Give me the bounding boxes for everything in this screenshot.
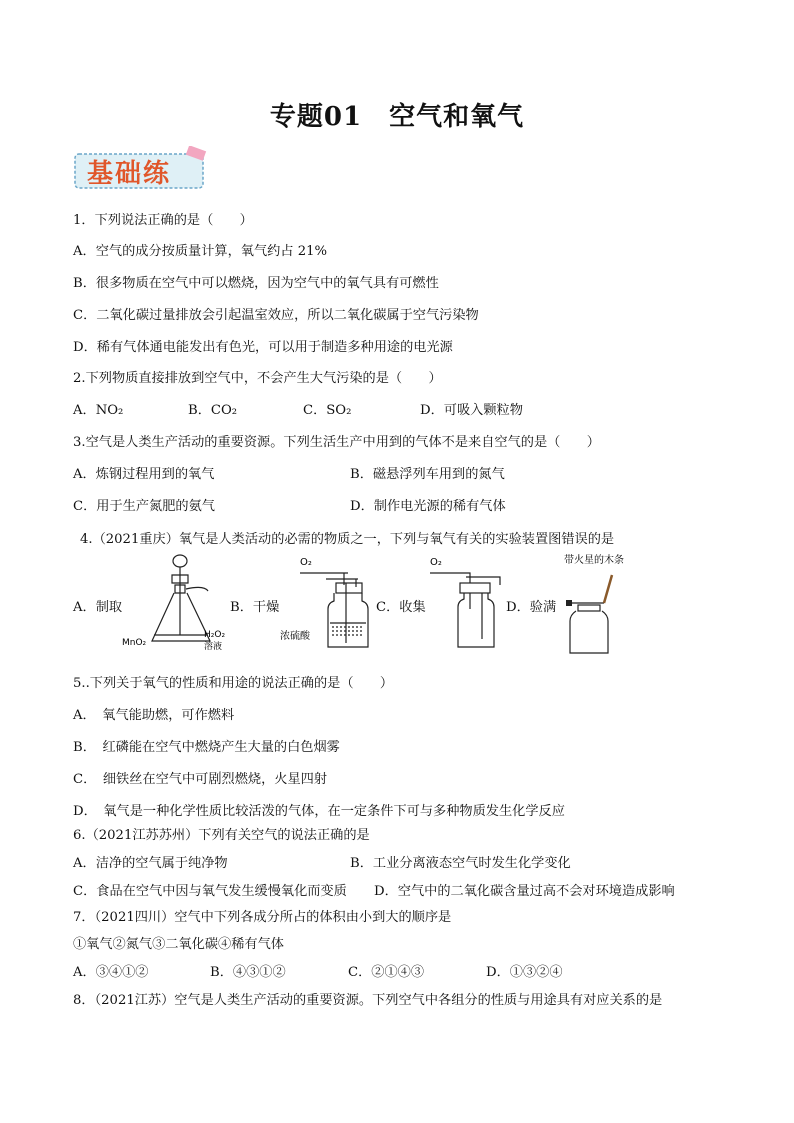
q4-option-c: C．收集	[376, 600, 426, 615]
q5-option-b: B． 红磷能在空气中燃烧产生大量的白色烟雾	[73, 740, 340, 755]
fig-a-mno2-label: MnO₂	[122, 638, 147, 648]
q4-figure-b-wash-bottle	[278, 553, 378, 655]
q6-stem: 6.（2021江苏苏州）下列有关空气的说法正确的是	[73, 828, 370, 843]
q7-items: ①氧气②氮气③二氧化碳④稀有气体	[73, 937, 284, 952]
q1-stem: 1．下列说法正确的是（ ）	[73, 213, 253, 228]
q7-option-b: B．④③①②	[210, 965, 286, 980]
q1-option-b: B．很多物质在空气中可以燃烧，因为空气中的氧气具有可燃性	[73, 276, 439, 291]
q4-figure-a-flask	[120, 553, 232, 655]
page-title: 专题01 空气和氧气	[269, 102, 525, 132]
fig-a-h2o2-label: H₂O₂	[204, 630, 226, 640]
q6-option-d: D．空气中的二氧化碳含量过高不会对环境造成影响	[374, 884, 675, 899]
q5-option-a: A． 氧气能助燃，可作燃料	[73, 708, 235, 723]
q3-option-c: C．用于生产氮肥的氨气	[73, 499, 215, 514]
q4-stem: 4.（2021重庆）氧气是人类活动的必需的物质之一，下列与氧气有关的实验装置图错误的是	[80, 532, 615, 547]
q7-option-d: D．①③②④	[486, 965, 563, 980]
q6-option-c: C．食品在空气中因与氧气发生缓慢氧化而变质	[73, 884, 347, 899]
q3-option-d: D．制作电光源的稀有气体	[350, 499, 506, 514]
section-badge	[73, 146, 213, 192]
q3-option-a: A．炼钢过程用到的氧气	[73, 467, 215, 482]
splint-tip-icon	[566, 600, 572, 606]
q4-figure-d-splint-test	[560, 553, 660, 657]
q1-option-c: C．二氧化碳过量排放会引起温室效应，所以二氧化碳属于空气污染物	[73, 308, 479, 323]
q6-option-b: B．工业分离液态空气时发生化学变化	[350, 856, 571, 871]
q3-stem: 3.空气是人类生产活动的重要资源。下列生活生产中用到的气体不是来自空气的是（ ）	[73, 435, 600, 450]
q2-option-a: A．NO₂	[73, 403, 124, 418]
q7-option-c: C．②①④③	[348, 965, 425, 980]
q2-stem: 2.下列物质直接排放到空气中，不会产生大气污染的是（ ）	[73, 371, 442, 386]
fig-c-o2-label: O₂	[430, 557, 442, 568]
q1-option-a: A．空气的成分按质量计算，氧气约占 21%	[73, 244, 328, 259]
fig-d-splint-label: 带火星的木条	[564, 555, 624, 566]
q4-option-d: D．验满	[506, 600, 557, 615]
q7-stem: 7．（2021四川）空气中下列各成分所占的体积由小到大的顺序是	[73, 910, 452, 925]
q2-option-c: C．SO₂	[303, 403, 352, 418]
q2-option-b: B．CO₂	[188, 403, 238, 418]
q8-stem: 8．（2021江苏）空气是人类生产活动的重要资源。下列空气中各组分的性质与用途具有对应关系的是	[73, 993, 663, 1008]
q4-figure-c-collection-bottle	[426, 553, 506, 655]
q5-option-c: C． 细铁丝在空气中可剧烈燃烧，火星四射	[73, 772, 328, 787]
q3-option-b: B．磁悬浮列车用到的氮气	[350, 467, 505, 482]
fig-a-solution-label: 溶液	[204, 642, 223, 652]
badge-label: 基础练	[87, 159, 172, 189]
q5-option-d: D． 氧气是一种化学性质比较活泼的气体，在一定条件下可与多种物质发生化学反应	[73, 804, 565, 819]
q5-stem: 5..下列关于氧气的性质和用途的说法正确的是（ ）	[73, 676, 394, 691]
q2-option-d: D．可吸入颗粒物	[420, 403, 523, 418]
q4-option-b: B．干燥	[230, 600, 280, 615]
fig-b-o2-label: O₂	[300, 557, 312, 568]
q7-option-a: A．③④①②	[73, 965, 149, 980]
fig-b-acid-label: 浓硫酸	[280, 631, 310, 642]
q4-option-a: A．制取	[73, 600, 123, 615]
q6-option-a: A．洁净的空气属于纯净物	[73, 856, 228, 871]
q1-option-d: D．稀有气体通电能发出有色光，可以用于制造多种用途的电光源	[73, 340, 453, 355]
